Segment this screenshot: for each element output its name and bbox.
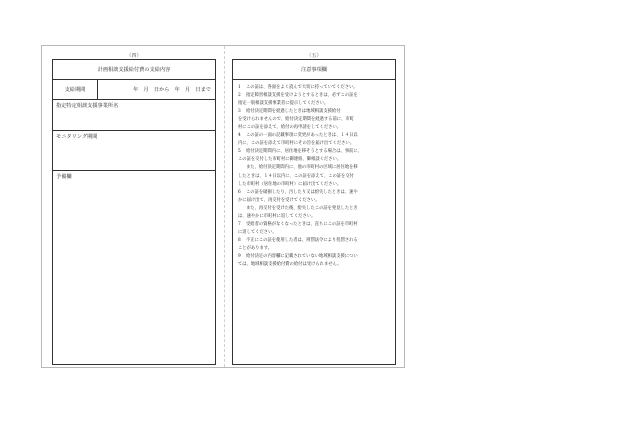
note-line: に返してください。 (238, 229, 277, 235)
note-line (238, 253, 390, 261)
note-line (238, 108, 390, 116)
monitoring-period-row (53, 131, 215, 171)
note-item (238, 221, 390, 237)
note-line (238, 148, 390, 156)
note-line (238, 92, 390, 100)
panel-label-right: （五） (306, 53, 322, 59)
note-line: ことがあります。 (238, 245, 273, 251)
note-line: は、速やかに市町村に返してください。 (238, 213, 316, 219)
designated-office-row (53, 100, 215, 131)
note-line: 内に、この証を添えて市町村にその旨を届け出てください。 (238, 141, 355, 147)
note-text: この証は、各面をよく読んで大切に持っていてください。 (246, 85, 358, 90)
payment-period-row (53, 80, 215, 100)
payment-content-title: 計画相談支援給付費の支給内容 (53, 60, 215, 80)
note-text: 指定障害相談支援を受けようとするときは、必ずこの証を (246, 93, 358, 99)
note-item (238, 237, 390, 253)
note-number: 8 (238, 237, 241, 243)
note-number: 3 (238, 109, 241, 115)
note-text: 不正にこの証を使用した者は、刑罰法令により処罰される (246, 237, 358, 243)
note-line (238, 164, 390, 172)
note-item (238, 84, 390, 92)
note-line: した市町村（居住地の市町村）に届け出てください。 (238, 181, 342, 187)
note-line (238, 205, 390, 213)
note-text: 給付決定の内容欄に記載されていない地域相談支援につい (246, 253, 358, 259)
note-number: 7 (238, 221, 241, 227)
note-number: 1 (238, 85, 241, 90)
fold-line (224, 46, 225, 367)
note-line: を受けられませんので、給付決定期間を経過する前に、市町 (238, 117, 354, 123)
payment-content-table (52, 59, 216, 365)
note-number: 9 (238, 253, 241, 259)
certificate-sheet (41, 45, 405, 368)
note-line (238, 221, 390, 229)
note-line: ては、地域相談支援給付費の給付は受けられません。 (238, 262, 342, 268)
panel-label-left: （四） (126, 53, 142, 59)
note-text: また、再交付を受けた後、紛失したこの証を発見したとき (246, 205, 358, 211)
notes-title: 注意事項欄 (233, 60, 395, 80)
note-line (238, 237, 390, 245)
note-item (238, 253, 390, 269)
note-item (238, 189, 390, 205)
note-line (238, 189, 390, 197)
note-item (238, 164, 390, 188)
designated-office-label: 指定特定相談支援事業所名 (56, 103, 119, 109)
note-text: 受給者の資格がなくなったときは、直ちにこの証を市町村 (246, 221, 358, 227)
note-text: 給付決定期間を経過したときは地域相談支援給付 (246, 109, 341, 115)
remarks-label: 予備欄 (56, 174, 72, 180)
note-number: 4 (238, 133, 241, 139)
note-item (238, 108, 390, 132)
note-number: 6 (238, 189, 241, 195)
note-item (238, 132, 390, 148)
note-line: 村にこの証を添えて、給付の再申請をしてください。 (238, 125, 342, 131)
note-line: かに届け出て、再交付を受けてください。 (238, 197, 320, 203)
remarks-row (53, 171, 215, 366)
note-line: この証を交付した市町村に御連絡、御相談ください。 (238, 157, 342, 163)
note-text: この証を破損したり、汚したり又は紛失したときは、速や (246, 189, 358, 195)
payment-period-label: 支給期間 (53, 80, 98, 99)
note-item (238, 148, 390, 164)
note-line (238, 132, 390, 140)
notes-table (232, 59, 396, 365)
note-number: 2 (238, 93, 241, 99)
note-line (238, 84, 390, 92)
note-item (238, 205, 390, 221)
monitoring-period-label: モニタリング期間 (56, 134, 98, 140)
note-text: 給付決定期間内に、居住地を移そうとする場合は、事前に、 (246, 149, 363, 155)
note-line: 指定一般相談支援事業者に提示してください。 (238, 101, 329, 107)
note-item (238, 92, 390, 108)
notes-list (233, 80, 395, 269)
note-line: したときは、１４日以内に、この証を添えて、この証を交付 (238, 173, 354, 179)
payment-period-value: 年 月 日から 年 月 日まで (133, 87, 211, 93)
note-text: この証の一面の記載事項に変更があったときは、１４日以 (246, 133, 358, 139)
note-text: また、給付決定期間内に、他の市町村の区域に居住地を移 (246, 165, 358, 171)
note-number: 5 (238, 149, 241, 155)
